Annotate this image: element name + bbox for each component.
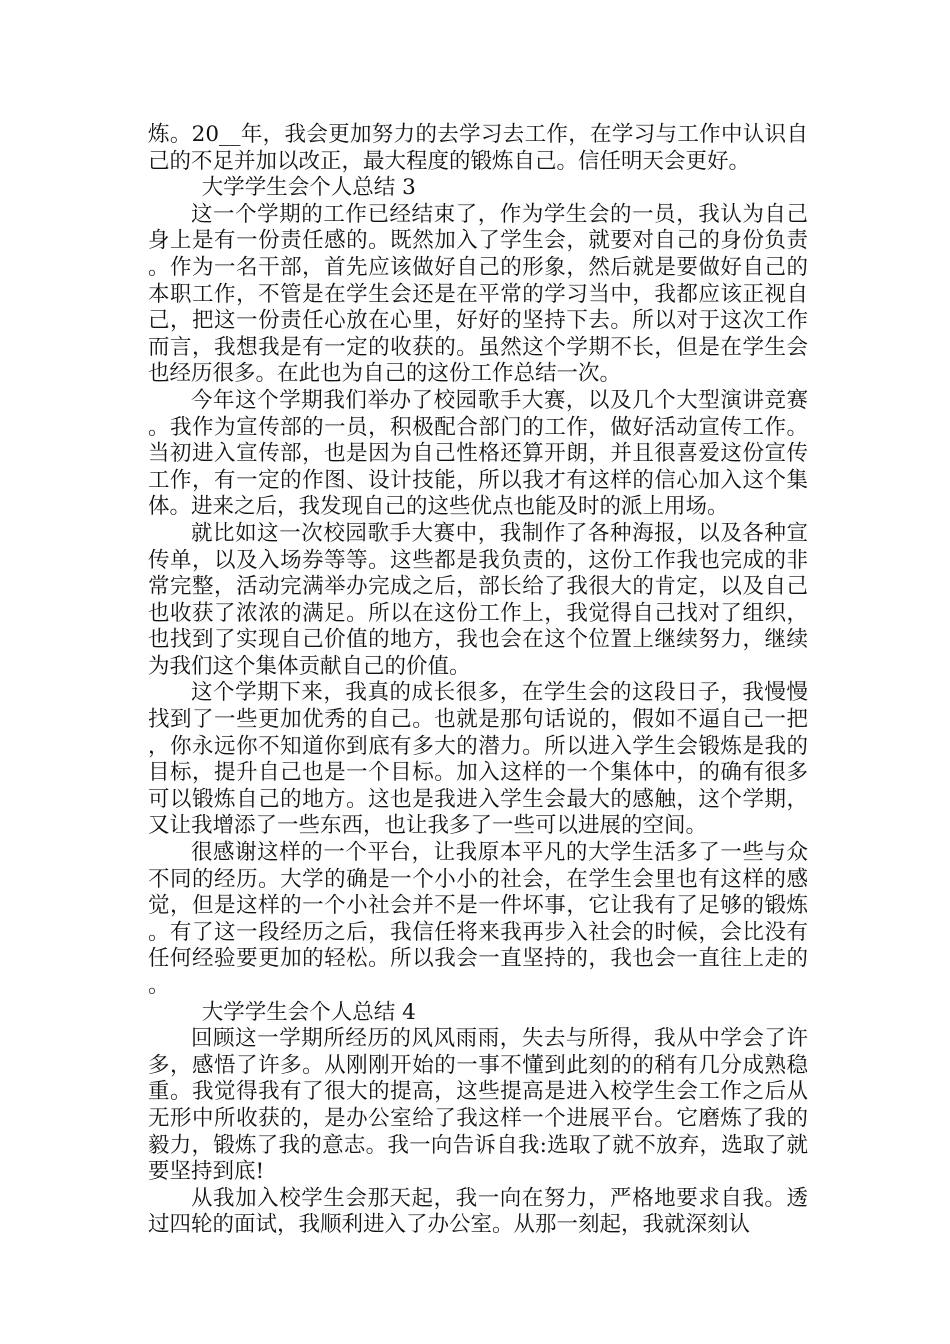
document-page (148, 122, 808, 1239)
paragraph: 从我加入校学生会那天起，我一向在努力，严格地要求自我。透过四轮的面试，我顺利进入了办公室。从那一刻起，我就深刻认 (148, 1185, 808, 1238)
paragraph: 就比如这一次校园歌手大赛中，我制作了各种海报，以及各种宣传单，以及入场券等等。这些都是我负责的，这份工作我也完成的非常完整，活动完满举办完成之后，部长给了我很大的肯定，以及自己也收获了浓浓的满足。所以在这份工作上，我觉得自己找对了组织，也找到了实现自己价值的地方，我也会在这个位置上继续努力，继续为我们这个集体贡献自己的价值。 (148, 520, 808, 679)
paragraph: 今年这个学期我们举办了校园歌手大赛，以及几个大型演讲竞赛。我作为宣传部的一员，积极配合部门的工作，做好活动宣传工作。当初进入宣传部，也是因为自己性格还算开朗，并且很喜爱这份宣传工作，有一定的作图、设计技能，所以我才有这样的信心加入这个集体。进来之后，我发现自己的这些优点也能及时的派上用场。 (148, 387, 808, 520)
paragraph: 这个学期下来，我真的成长很多，在学生会的这段日子，我慢慢找到了一些更加优秀的自己。也就是那句话说的，假如不逼自己一把，你永远你不知道你到底有多大的潜力。所以进入学生会锻炼是我的目标，提升自己也是一个目标。加入这样的一个集体中，的确有很多可以锻炼自己的地方。这也是我进入学生会最大的感触，这个学期，又让我增添了一些东西，也让我多了一些可以进展的空间。 (148, 680, 808, 839)
section-heading-4: 大学学生会个人总结 4 (201, 999, 416, 1025)
paragraph: 很感谢这样的一个平台，让我原本平凡的大学生活多了一些与众不同的经历。大学的确是一个小小的社会，在学生会里也有这样的感觉，但是这样的一个小社会并不是一件坏事，它让我有了足够的锻炼。有了这一段经历之后，我信任将来我再步入社会的时候，会比没有任何经验要更加的轻松。所以我会一直坚持的，我也会一直往上走的。 (148, 840, 808, 998)
section-heading-3: 大学学生会个人总结 3 (201, 175, 416, 201)
paragraph: 这一个学期的工作已经结束了，作为学生会的一员，我认为自己身上是有一份责任感的。既然加入了学生会，就要对自己的身份负责。作为一名干部，首先应该做好自己的形象，然后就是要做好自己的本职工作，不管是在学生会还是在平常的学习当中，我都应该正视自己，把这一份责任心放在心里，好好的坚持下去。所以对于这次工作而言，我想我是有一定的收获的。虽然这个学期不长，但是在学生会也经历很多。在此也为自己的这份工作总结一次。 (148, 201, 808, 387)
paragraph: 回顾这一学期所经历的风风雨雨，失去与所得，我从中学会了许多，感悟了许多。从刚刚开始的一事不懂到此刻的的稍有几分成熟稳重。我觉得我有了很大的提高，这些提高是进入校学生会工作之后从无形中所收获的，是办公室给了我这样一个进展平台。它磨炼了我的毅力，锻炼了我的意志。我一向告诉自我:选取了就不放弃，选取了就要坚持到底! (148, 1026, 808, 1185)
paragraph-continued: 炼。20__年，我会更加努力的去学习去工作，在学习与工作中认识自己的不足并加以改正，最大程度的锻炼自己。信任明天会更好。 (148, 122, 808, 174)
